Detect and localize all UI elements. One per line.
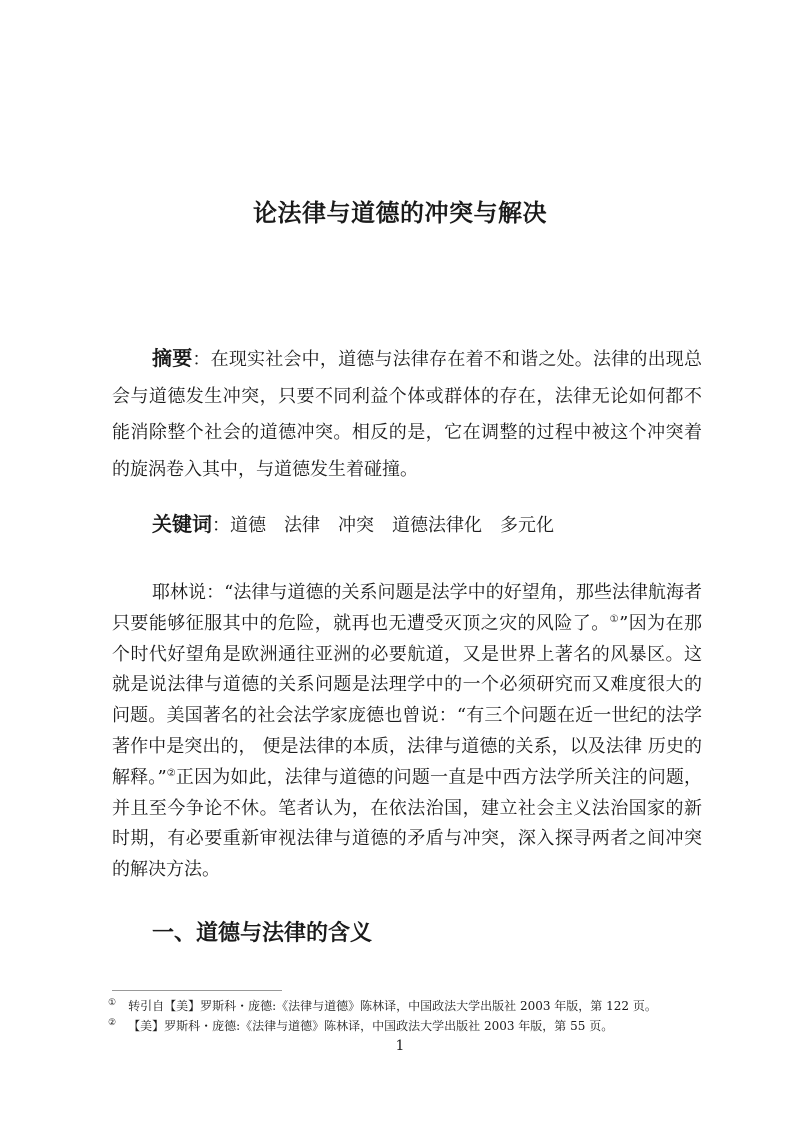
abstract-text: 在现实社会中，道德与法律存在着不和谐之处。法律的出现总会与道德发生冲突，只要不同利益个体或群体的存在，法律无论如何都不能消除整个社会的道德冲突。相反的是，它在调整的过程中被这个冲突着的旋涡卷入其中，与道德发生着碰撞。 (112, 349, 703, 480)
abstract-colon: ： (192, 349, 211, 370)
section-heading: 一、道德与法律的含义 (152, 921, 373, 946)
keyword-item: 道德 (230, 515, 266, 536)
footnote-mark: ① (108, 998, 117, 1008)
body-text-part2: ”因为在那个时代好望角是欧洲通往亚洲的必要航道，又是世界上著名的风暴区。这就是说法律与道德的关系问题是法理学中的一个必须研究而又难度很大的问题。美国著名的社会法学家庞德也曾说：“有三个问题在近一世纪的法学著作中是突出的， 便是法律的本质，法律与道德的关系，以及法律 历史的解释。” (112, 612, 703, 788)
footnote-ref-2[interactable]: ② (166, 767, 176, 779)
abstract-paragraph (112, 340, 702, 488)
keywords-colon: ： (212, 515, 230, 536)
keywords-label: 关键词 (152, 512, 212, 536)
footnote-mark: ② (108, 1018, 117, 1028)
paper-title: 论法律与道德的冲突与解决 (253, 199, 547, 227)
footnote-item (108, 996, 728, 1016)
keyword-item: 多元化 (500, 515, 554, 536)
body-text-part1: 耶林说：“法律与道德的关系问题是法学中的好望角，那些法律航海者只要能够征服其中的危险，就再也无遭受灭顶之灾的风险了。 (112, 582, 702, 634)
keyword-item: 道德法律化 (392, 515, 482, 536)
keywords-line (152, 506, 712, 544)
footnote-divider (112, 990, 282, 991)
keyword-item: 法律 (284, 515, 320, 536)
footnote-text: 【美】罗斯科・庞德:《法律与道德》陈林译，中国政法大学出版社 2003 年版，第 55 页。 (128, 1019, 614, 1033)
footnote-ref-1[interactable]: ① (609, 613, 620, 625)
footnotes (108, 996, 728, 1036)
body-paragraph (112, 578, 702, 886)
footnote-item (108, 1016, 728, 1036)
body-text-part3: 正因为如此，法律与道德的问题一直是中西方法学所关注的问题，并且至今争论不休。笔者认为，在依法治国，建立社会主义法治国家的新时期，有必要重新审视法律与道德的矛盾与冲突，深入探寻两者之间冲突的解决方法。 (112, 766, 703, 881)
abstract-label: 摘要 (152, 346, 193, 370)
footnote-text: 转引自【美】罗斯科・庞德:《法律与道德》陈林译，中国政法大学出版社 2003 年版，第 122 页。 (128, 999, 657, 1013)
page-number: 1 (395, 1038, 405, 1054)
keyword-item: 冲突 (338, 515, 374, 536)
